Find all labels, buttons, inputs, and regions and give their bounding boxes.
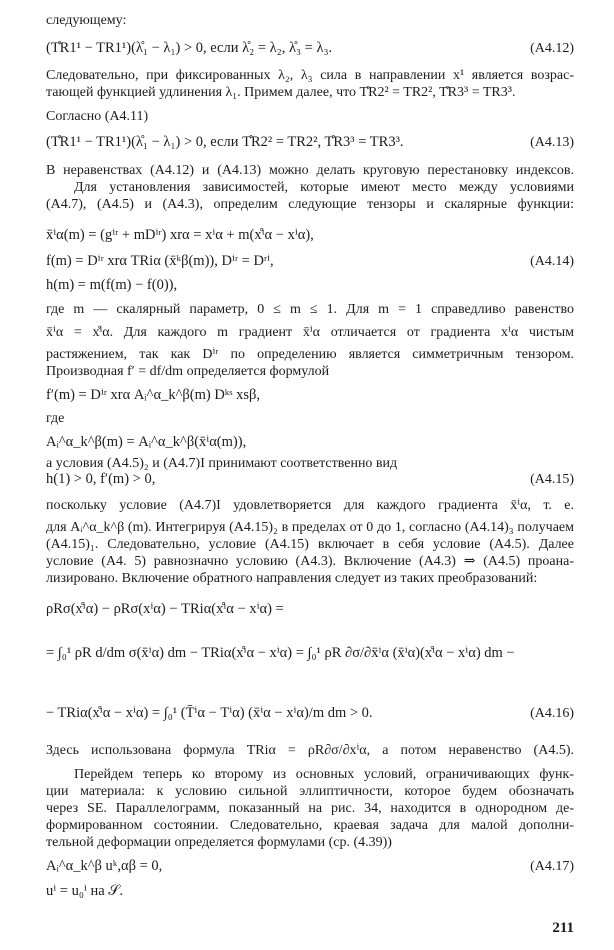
- text-line: для Aᵢ^α_k^β (m). Интегрируя (A4.15)₂ в пределах от 0 до 1, согласно (A4.14)₃ получаем: [46, 520, 574, 535]
- text-line: формированном состоянии. Следовательно, краевая задача для малой дополни-: [46, 818, 574, 833]
- equation: f′(m) = Dⁱʳ xrα Aᵢ^α_k^β(m) Dᵏˢ xsβ,: [46, 387, 260, 403]
- equation: Aᵢ^α_k^β(m) = Aᵢ^α_k^β(x̄ⁱα(m)),: [46, 434, 247, 450]
- text-line: Для установления зависимостей, которые имеют место между условиями: [74, 180, 574, 195]
- text-line: Следовательно, при фиксированных λ₂, λ₃ сила в направлении x¹ является возрас-: [46, 68, 574, 83]
- text-line: Согласно (A4.11): [46, 109, 149, 124]
- equation: x̄ⁱα(m) = (gⁱʳ + mDⁱʳ) xrα = xⁱα + m(x̊ⁱα − xⁱα),: [46, 227, 314, 243]
- text-line: (A4.15)₁. Следовательно, условие (A4.15) включает в себя условие (A4.5). Далее: [46, 537, 574, 552]
- equation: − TRiα(x̊ⁱα − xⁱα) = ∫₀¹ (T̄ⁱα − Tⁱα) (x̄ⁱα − xⁱα)/m dm > 0.: [46, 705, 373, 721]
- text-line: (A4.7), (A4.5) и (A4.3), определим следующие тензоры и скалярные функции:: [46, 197, 574, 212]
- text-line: ции материала: к условию сильной эллиптичности, которое будем обозначать: [46, 784, 574, 799]
- equation: h(1) > 0, f′(m) > 0,: [46, 471, 156, 487]
- page-number: 211: [552, 920, 574, 936]
- equation-number: (A4.13): [530, 135, 574, 150]
- equation: (T̊R1¹ − TR1¹)(λ̊₁ − λ₁) > 0, если T̊R2² = TR2², T̊R3³ = TR3³.: [46, 134, 404, 150]
- equation-number: (A4.17): [530, 859, 574, 874]
- text-line: тельной деформации определяется формулами (ср. (4.39)): [46, 835, 392, 850]
- equation: ρRσ(x̊ⁱα) − ρRσ(xⁱα) − TRiα(x̊ⁱα − xⁱα) =: [46, 601, 284, 617]
- text-line: x̄ⁱα = x̊ⁱα. Для каждого m градиент x̄ⁱα отличается от градиента xⁱα чистым: [46, 325, 574, 340]
- text-line: поскольку условие (A4.7)I удовлетворяется для каждого градиента x̄ⁱα, т. е.: [46, 498, 574, 513]
- text-line: В неравенствах (A4.12) и (A4.13) можно делать круговую перестановку индексов.: [46, 163, 574, 178]
- text-line: следующему:: [46, 13, 127, 28]
- equation-number: (A4.12): [530, 41, 574, 56]
- equation-number: (A4.15): [530, 472, 574, 487]
- equation-number: (A4.16): [530, 706, 574, 721]
- text-line: растяжением, так как Dⁱʳ по определению является симметричным тензором.: [46, 347, 574, 362]
- text-line: Здесь использована формула TRiα = ρR∂σ/∂xⁱα, а потом неравенство (A4.5).: [46, 743, 574, 758]
- equation-number: (A4.14): [530, 254, 574, 269]
- text-line: Перейдем теперь ко второму из основных условий, ограничивающих функ-: [74, 767, 574, 782]
- text-line: тающей функцией удлинения λ₁. Примем далее, что T̊R2² = TR2², T̊R3³ = TR3³.: [46, 85, 516, 100]
- text-line: лизировано. Включение обратного направления следует из таких преобразований:: [46, 571, 538, 586]
- text-line: а условия (A4.5)₂ и (A4.7)I принимают соответственно вид: [46, 456, 398, 471]
- equation: Aᵢ^α_k^β uᵏ,αβ = 0,: [46, 858, 163, 874]
- text-line: где: [46, 411, 65, 426]
- text-line: через SE. Параллелограмм, показанный на рис. 34, находится в однородном де-: [46, 801, 574, 816]
- equation: f(m) = Dⁱʳ xrα TRiα (x̄ᵏβ(m)), Dⁱʳ = Dʳⁱ,: [46, 253, 274, 269]
- equation: h(m) = m(f(m) − f(0)),: [46, 277, 178, 293]
- equation: (T̊R1¹ − TR1¹)(λ̊₁ − λ₁) > 0, если λ̊₂ = λ₂, λ̊₃ = λ₃.: [46, 40, 333, 56]
- text-line: где m — скалярный параметр, 0 ≤ m ≤ 1. Для m = 1 справедливо равенство: [46, 302, 574, 317]
- text-line: условие (A4. 5) равнозначно условию (A4.3). Включение (A4.3) ⇒ (A4.5) проана-: [46, 554, 574, 569]
- equation: uⁱ = u₀ⁱ на 𝒮.: [46, 883, 124, 899]
- text-line: Производная f′ = df/dm определяется формулой: [46, 364, 330, 379]
- equation: = ∫₀¹ ρR d/dm σ(x̄ⁱα) dm − TRiα(x̊ⁱα − xⁱα) = ∫₀¹ ρR ∂σ/∂x̄ⁱα (x̄ⁱα)(x̊ⁱα − xⁱα) dm −: [46, 645, 515, 661]
